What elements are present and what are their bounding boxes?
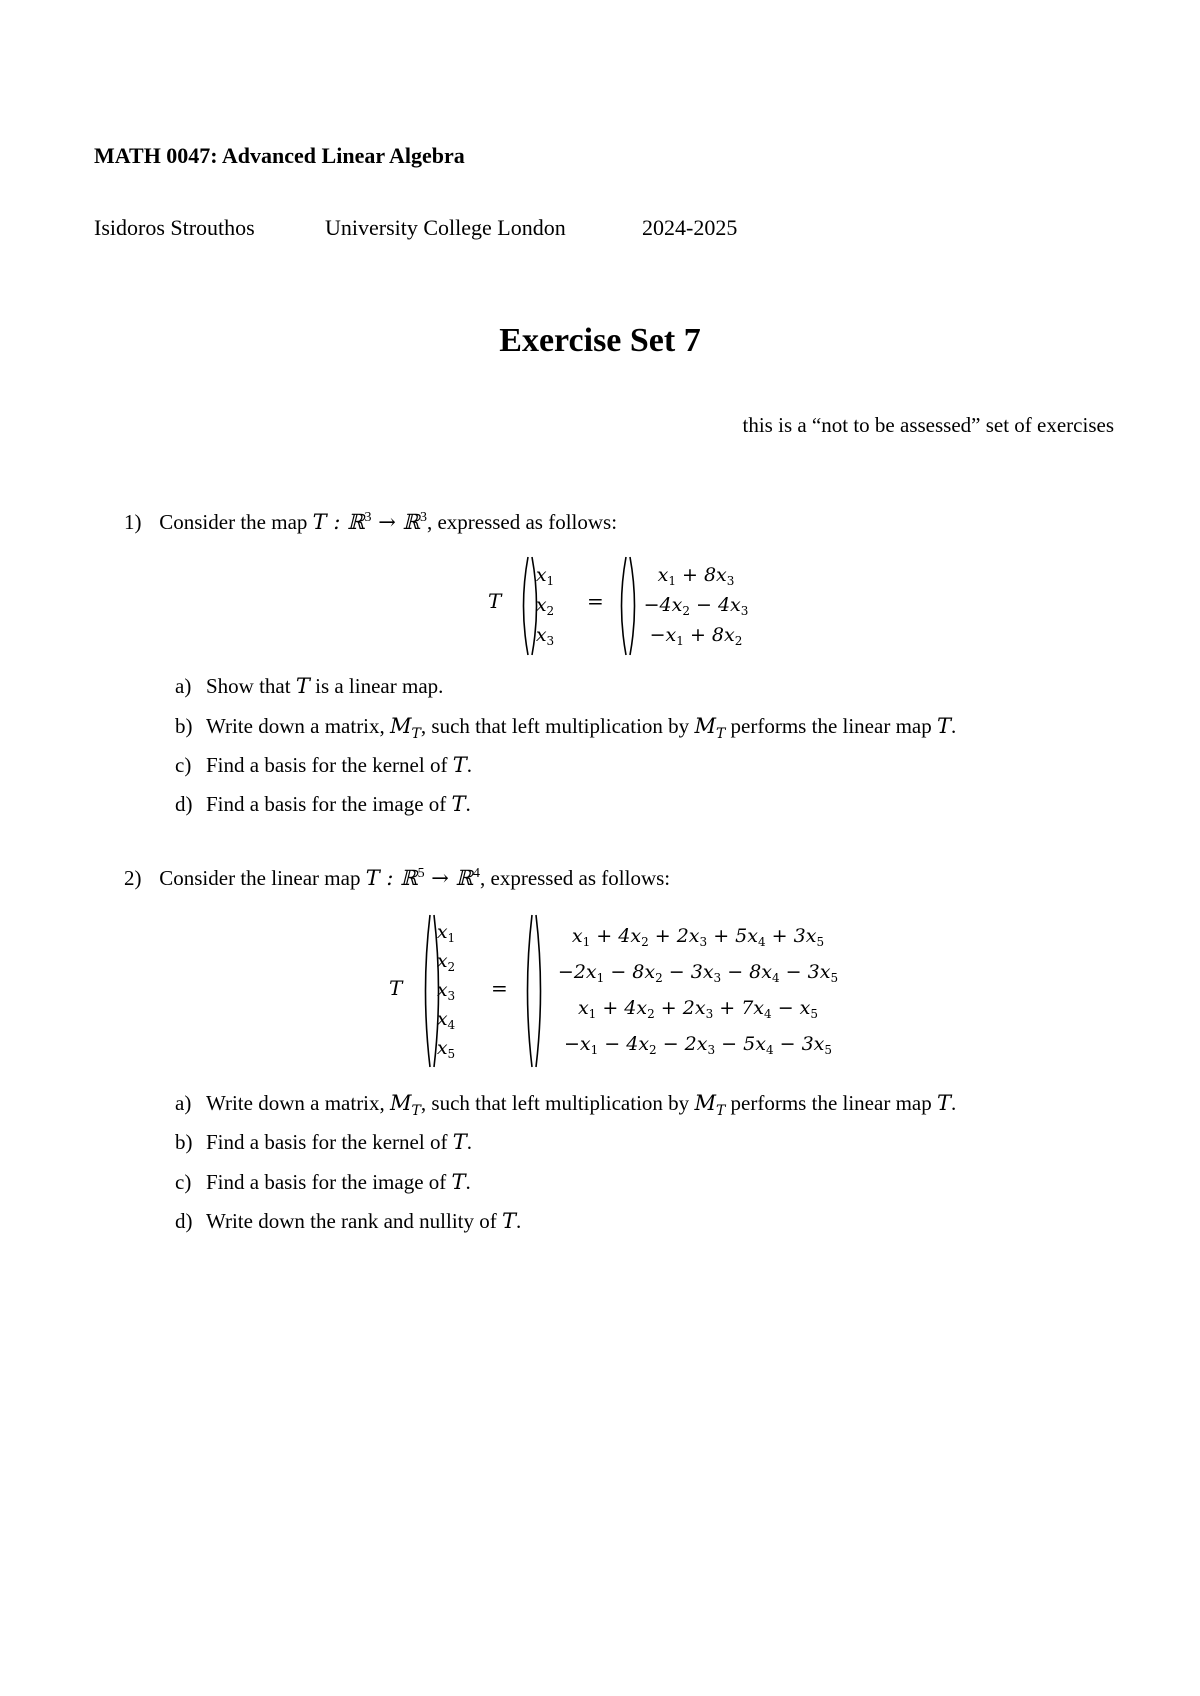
vector-entry: $-4x_2 - 4x_3$ xyxy=(643,594,749,618)
vector-entry: $-x_1 - 4x_2 - 2x_3 - 5x_4 - 3x_5$ xyxy=(563,1033,833,1057)
question-2-equation xyxy=(385,914,875,1068)
vector-entry: $-x_1 + 8x_2$ xyxy=(649,624,743,648)
question-2-part-d: d) Write down the rank and nullity of T. xyxy=(175,1209,522,1233)
vector-entry: $x_5$ xyxy=(436,1036,456,1061)
question-2-intro: 2) Consider the linear map T : ℝ$^5$ → ℝ$^4$, expressed as follows: xyxy=(124,866,671,890)
page-title: Exercise Set 7 xyxy=(499,322,701,359)
input-vector xyxy=(518,556,572,656)
course-title: MATH 0047: Advanced Linear Algebra xyxy=(94,143,465,168)
equals-sign: = xyxy=(491,976,508,1000)
equals-sign: = xyxy=(587,589,604,613)
vector-entry: $x_1$ xyxy=(535,564,555,588)
vector-entry: $x_2$ xyxy=(436,950,456,975)
question-1-part-d: d) Find a basis for the image of T. xyxy=(175,792,471,816)
vector-entry: $x_1$ xyxy=(436,921,456,946)
input-vector xyxy=(420,914,472,1068)
output-vector xyxy=(522,914,874,1068)
vector-entry: $x_4$ xyxy=(436,1007,456,1032)
question-number: 1) xyxy=(124,510,142,534)
vector-entry: $-2x_1 - 8x_2 - 3x_3 - 8x_4 - 3x_5$ xyxy=(557,961,839,985)
academic-year: 2024-2025 xyxy=(642,215,738,240)
vector-entry: $x_3$ xyxy=(535,624,555,648)
question-1-equation xyxy=(480,556,780,656)
vector-entry: $x_1 + 4x_2 + 2x_3 + 5x_4 + 3x_5$ xyxy=(571,925,825,949)
vector-entry: $x_3$ xyxy=(436,979,456,1003)
question-2-part-b: b) Find a basis for the kernel of T. xyxy=(175,1130,472,1154)
question-2-part-a: a) Write down a matrix, $M_T$, such that left multiplication by $M_T$ performs the linear map T. xyxy=(175,1091,957,1119)
question-1-part-c: c) Find a basis for the kernel of T. xyxy=(175,753,472,777)
vector-entry: $x_1 + 4x_2 + 2x_3 + 7x_4 - x_5$ xyxy=(577,997,819,1021)
map-symbol: T xyxy=(389,976,403,1000)
output-vector xyxy=(616,556,776,656)
question-number: 2) xyxy=(124,866,142,890)
question-1-intro: 1) Consider the map T : ℝ$^3$ → ℝ$^3$, expressed as follows: xyxy=(124,510,618,534)
author-name: Isidoros Strouthos xyxy=(94,215,255,240)
vector-entry: $x_2$ xyxy=(535,594,555,618)
map-symbol: T xyxy=(488,589,502,613)
question-2-part-c: c) Find a basis for the image of T. xyxy=(175,1170,471,1194)
vector-entry: $x_1 + 8x_3$ xyxy=(657,564,735,588)
assessment-note: this is a “not to be assessed” set of exercises xyxy=(742,413,1114,437)
question-1-part-b: b) Write down a matrix, $M_T$, such that left multiplication by $M_T$ performs the linear map T. xyxy=(175,714,957,742)
question-1-part-a: a) Show that T is a linear map. xyxy=(175,674,444,698)
institution-name: University College London xyxy=(325,215,566,240)
